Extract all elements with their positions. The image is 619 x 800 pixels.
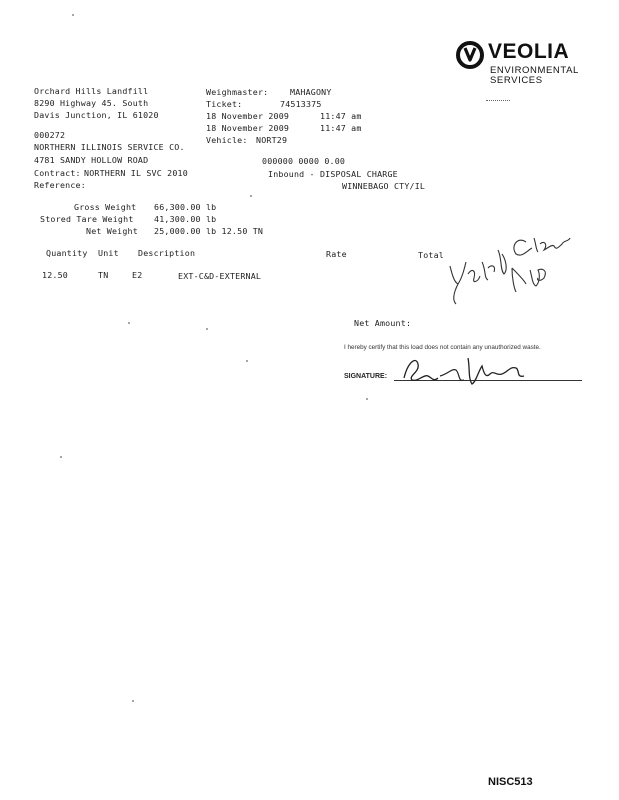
net-amount-label: Net Amount: xyxy=(354,318,412,328)
contract-label: Contract: xyxy=(34,168,81,178)
header-total: Total xyxy=(418,250,444,260)
row-unit: TN xyxy=(98,270,109,280)
header-quantity: Quantity xyxy=(46,248,88,258)
header-unit: Unit xyxy=(98,248,119,258)
scan-speck xyxy=(72,14,74,16)
facility-address-line1: 8290 Highway 45. South xyxy=(34,98,149,108)
veolia-logo xyxy=(456,38,596,90)
tare-weight-value: 41,300.00 lb xyxy=(154,214,217,224)
net-weight-value: 25,000.00 lb 12.50 TN xyxy=(154,226,264,236)
veolia-logo-icon xyxy=(456,40,486,70)
logo-subtitle-line2: SERVICES xyxy=(490,75,543,86)
date-in: 18 November 2009 xyxy=(206,111,290,121)
logo-name: VEOLIA xyxy=(488,40,570,63)
ticket-number: 74513375 xyxy=(280,99,322,109)
weighmaster-value: MAHAGONY xyxy=(290,87,332,97)
certification-text: I hereby certify that this load does not contain any unauthorized waste. xyxy=(344,344,541,351)
date-out: 18 November 2009 xyxy=(206,123,290,133)
signature-label: SIGNATURE: xyxy=(344,373,388,380)
divider xyxy=(486,100,510,101)
header-rate: Rate xyxy=(326,249,347,259)
document-id: NISC513 xyxy=(488,776,533,788)
time-in: 11:47 am xyxy=(320,111,362,121)
customer-name: NORTHERN ILLINOIS SERVICE CO. xyxy=(34,142,185,152)
net-weight-label: Net Weight xyxy=(86,226,138,236)
inbound-charge: Inbound - DISPOSAL CHARGE xyxy=(268,169,398,179)
time-out: 11:47 am xyxy=(320,123,362,133)
row-description: EXT-C&D-EXTERNAL xyxy=(178,271,262,281)
scan-speck xyxy=(250,195,252,197)
contract-value: NORTHERN IL SVC 2010 xyxy=(84,168,188,178)
gross-weight-value: 66,300.00 lb xyxy=(154,202,217,212)
customer-street: 4781 SANDY HOLLOW ROAD xyxy=(34,155,149,165)
vehicle-value: NORT29 xyxy=(256,135,288,145)
handwritten-note xyxy=(440,222,580,308)
weighmaster-label: Weighmaster: xyxy=(206,87,269,97)
scan-speck xyxy=(206,328,208,330)
vehicle-label: Vehicle: xyxy=(206,135,248,145)
header-description: Description xyxy=(138,248,196,258)
scan-speck xyxy=(246,360,248,362)
customer-codes: 000000 0000 0.00 xyxy=(262,156,346,166)
scan-speck xyxy=(366,398,368,400)
scan-speck xyxy=(60,456,62,458)
scan-speck xyxy=(128,322,130,324)
ticket-label: Ticket: xyxy=(206,99,243,109)
facility-name: Orchard Hills Landfill xyxy=(34,86,149,96)
row-code: E2 xyxy=(132,270,143,280)
reference-label: Reference: xyxy=(34,180,86,190)
customer-account: 000272 xyxy=(34,130,66,140)
handwritten-signature xyxy=(398,352,558,388)
row-quantity: 12.50 xyxy=(42,270,68,280)
gross-weight-label: Gross Weight xyxy=(74,202,137,212)
tare-weight-label: Stored Tare Weight xyxy=(40,214,134,224)
logo-subtitle-line1: ENVIRONMENTAL xyxy=(490,65,579,76)
scan-speck xyxy=(132,700,134,702)
facility-address-line2: Davis Junction, IL 61020 xyxy=(34,110,159,120)
location: WINNEBAGO CTY/IL xyxy=(342,181,426,191)
